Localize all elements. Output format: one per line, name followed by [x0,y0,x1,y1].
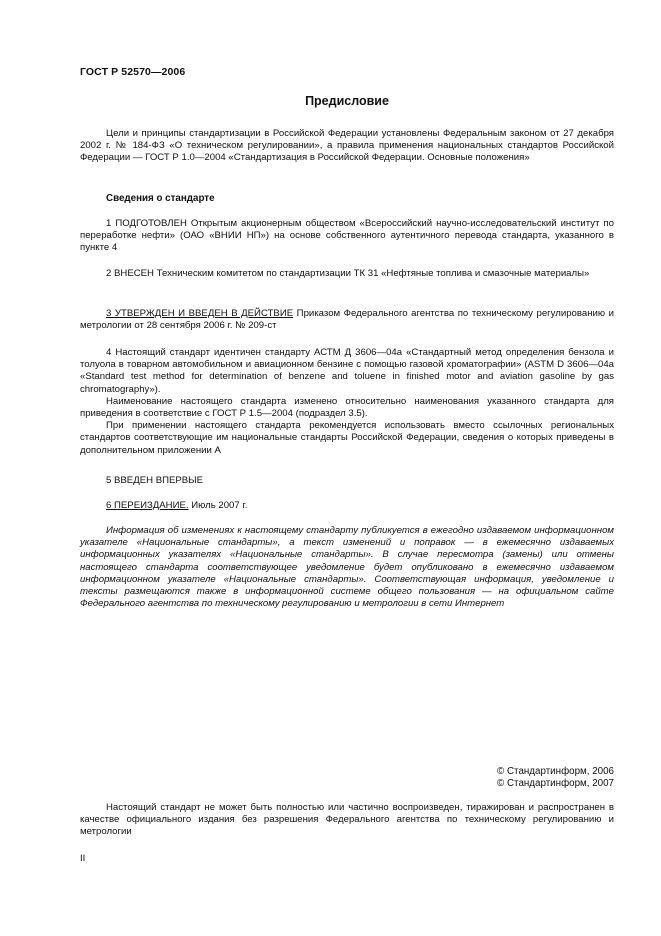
reproduction-notice [80,802,614,839]
intro-paragraph [80,128,614,165]
copyright-2006: © Стандартинформ, 2006 [497,766,614,777]
item-4-text: 4 Настоящий стандарт идентичен стандарту АСТМ Д 3606—04а «Стандартный метод определения бензола и толуола в товарном автомобильном и авиационном бензине с помощью газовой хроматографии» (ASTM D 3606—04a «Standard test method for determination of benzene and toluene in finished motor and aviation gasoline by gas chromatography»). [80,347,614,395]
item-6-head: 6 ПЕРЕИЗДАНИЕ. [106,500,189,511]
item-4 [80,347,614,457]
item-3-rest: Приказом Федерального агентства по техническому регулированию и метрологии от 28 сентября 2006 г. № 209-ст [80,308,614,332]
info-paragraph [80,525,614,610]
item-2 [80,268,614,280]
item-5-text: 5 ВВЕДЕН ВПЕРВЫЕ [106,475,204,486]
copyright-2007: © Стандартинформ, 2007 [497,778,614,789]
item-3 [80,308,614,332]
item-6-rest: Июль 2007 г. [188,500,248,511]
item-4-paragraph-3: При применении настоящего стандарта рекомендуется использовать вместо ссылочных региональных стандартов соответствующие им национальные стандарты Российской Федерации, сведения о которых приведены в дополнительном приложении А [80,420,614,456]
item-4-paragraph-2: Наименование настоящего стандарта изменено относительно наименования указанного стандарта для приведения в соответствие с ГОСТ Р 1.5—2004 (подраздел 3.5). [80,395,614,420]
intro-text: Цели и принципы стандартизации в Российской Федерации установлены Федеральным законом от 27 декабря 2002 г. № 184-ФЗ «О техническом регулировании», а правила применения национальных стандартов Российской Федерации — ГОСТ Р 1.0—2004 «Стандартизация в Российской Федерации. Основные положения» [80,128,614,164]
page-number: II [80,853,86,864]
item-1-text: 1 ПОДГОТОВЛЕН Открытым акционерным обществом «Всероссийский научно-исследовательский институт по переработке нефти» (ОАО «ВНИИ НП») на основе собственного аутентичного перевода стандарта, указанного в пункте 4 [80,218,614,254]
reproduction-notice-text: Настоящий стандарт не может быть полностью или частично воспроизведен, тиражирован и распространен в качестве официального издания без разрешения Федерального агентства по техническому регулированию и метрологии [80,802,614,838]
item-5 [80,475,614,487]
page-title: Предисловие [305,94,389,108]
item-6 [80,500,614,512]
item-1 [80,218,614,255]
item-2-text: 2 ВНЕСЕН Техническим комитетом по стандартизации ТК 31 «Нефтяные топлива и смазочные материалы» [106,268,590,279]
section-subtitle: Сведения о стандарте [106,193,215,204]
document-header: ГОСТ Р 52570—2006 [80,66,186,78]
item-3-head: 3 УТВЕРЖДЕН И ВВЕДЕН В ДЕЙСТВИЕ [106,308,294,319]
item-6-text [80,500,614,512]
item-3-text [80,308,614,332]
info-text: Информация об изменениях к настоящему стандарту публикуется в ежегодно издаваемом информационном указателе «Национальные стандарты», а текст изменений и поправок — в ежемесячно издаваемых информационных указателях «Национальные стандарты». В случае пересмотра (замены) или отмены настоящего стандарта соответствующее уведомление будет опубликовано в ежемесячно издаваемом информационном указателе «Национальные стандарты». Соответствующая информация, уведомление и тексты размещаются также в информационной системе общего пользования — на официальном сайте Федерального агентства по техническому регулированию и метрологии в сети Интернет [80,525,614,610]
